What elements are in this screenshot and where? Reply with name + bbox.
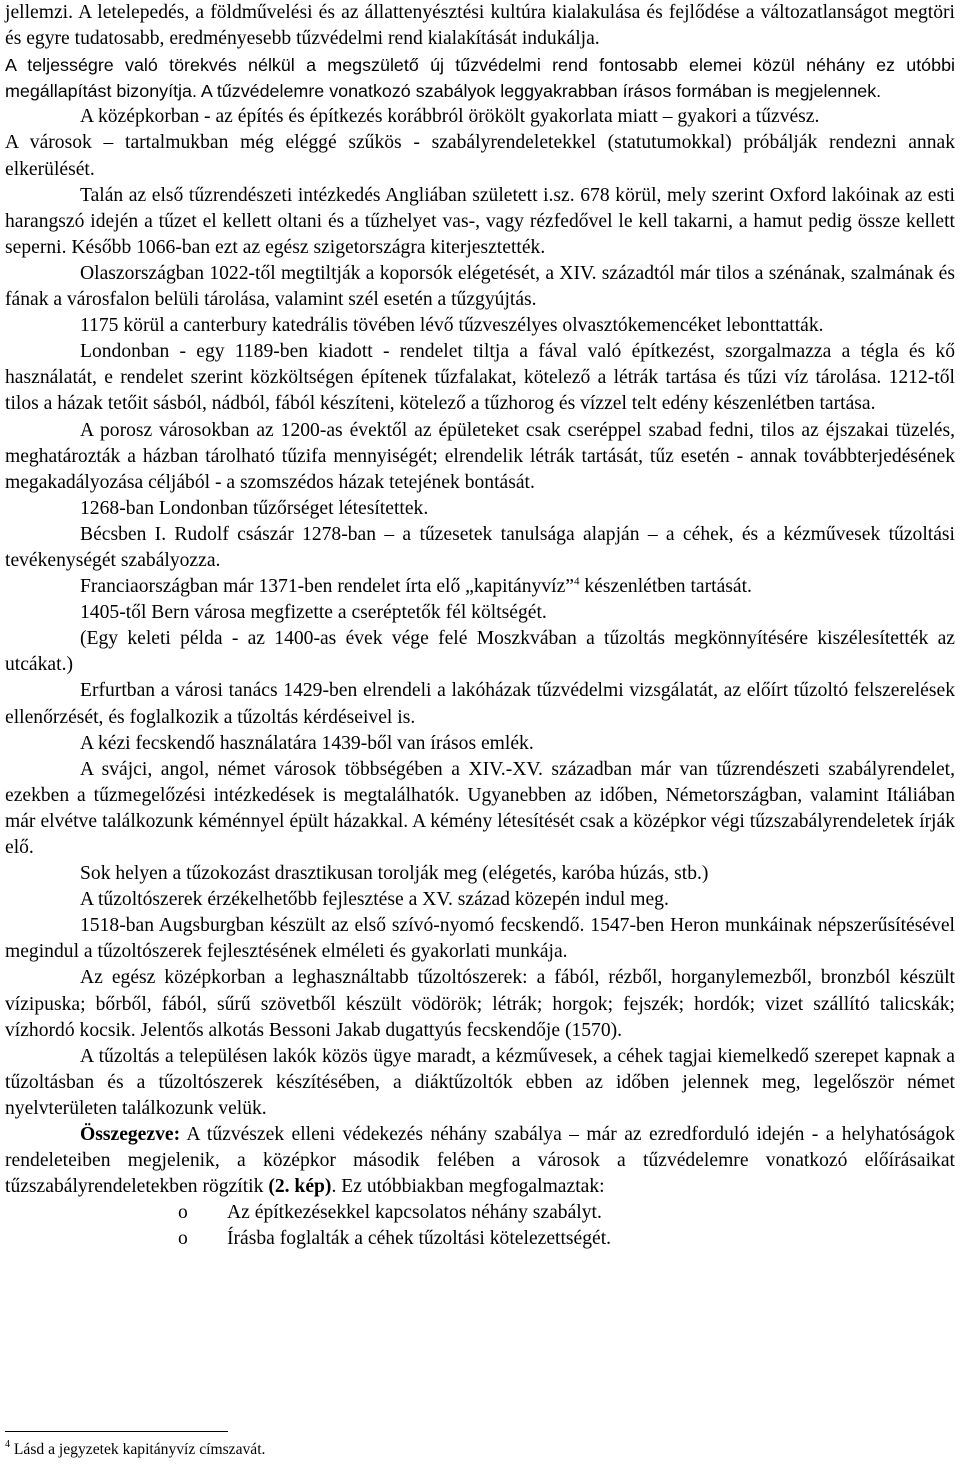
document-page — [5, 0, 955, 1253]
paragraph-augsburg: 1518-ban Augsburgban készült az első szívó-nyomó fecskendő. 1547-ben Heron munkáinak népszerűsítésével megindul a tűzoltószerek fejlesztésének elméleti és gyakorlati munkája. — [5, 915, 955, 963]
summary-text-tail: . Ez utóbbiakban megfogalmaztak: — [331, 1176, 605, 1198]
paragraph-kozepkori-szerek: Az egész középkorban a leghasználtabb tűzoltószerek: a fából, rézből, horganylemezből, bronzból készült vízipuska; bőrből, fából, sűrű szövetből készült vödörök; létrák; horgok; fejszék; hordók; vizet szállító talicskák; vízhordó kocsik. Jelentős alkotás Bessoni Jakab dugattyús fecskendője (1570). — [5, 967, 955, 1041]
paragraph-porosz: A porosz városokban az 1200-as évektől az épületeket csak cseréppel szabad fedni, tilos az éjszakai tüzelés, meghatározták a házban tárolható tűzifa mennyiségét; elrendelik létrák tartását, tűz esetén - annak továbbterjedésének megakadályozása céljából - a szomszédos házak tetejének bontását. — [5, 419, 955, 493]
paragraph-olaszorszag: Olaszországban 1022-től megtiltják a koporsók elégetését, a XIV. századtól már tilos a szénának, szalmának és fának a városfalon belüli tárolása, valamint szél esetén a tűzgyújtás. — [5, 262, 955, 311]
paragraph-london: Londonban - egy 1189-ben kiadott - rendelet tiltja a fával való építkezést, szorgalmazza a tégla és kő használatát, e rendelet szerint közköltségen építenek tűzfalakat, kötelező a létrák tartása és tűzi víz tárolása. 1212-től tilos a házak tetőit sásból, nádból, fából készíteni, kötelező a tűzhorog és vízzel telt edény készenlétben tartása. — [5, 341, 955, 415]
bullet-icon: o — [178, 1202, 188, 1224]
footnote-text: Lásd a jegyzetek kapitányvíz címszavát. — [10, 1441, 266, 1458]
paragraph-london-tuzorseg: 1268-ban Londonban tűzőrséget létesítettek. — [80, 497, 429, 519]
paragraph-tuzokozas: Sok helyen a tűzokozást drasztikusan torolják meg (elégetés, karóba húzás, stb.) — [80, 863, 709, 885]
paragraph-tuzoltoszerek: A tűzoltószerek érzékelhetőbb fejlesztése a XV. század közepén indul meg. — [80, 889, 669, 911]
summary-text: A tűzvészek elleni védekezés néhány szabálya – már az ezredforduló idején - a helyhatóságok rendeleteiben megjelenik, a középkor második felében a városok a tűzvédelemre vonatkozó előírásaikat tűzszabályrendeletekben rögzítik — [5, 1124, 955, 1198]
paragraph-erfurt: Erfurtban a városi tanács 1429-ben elrendeli a lakóházak tűzvédelmi vizsgálatát, az előírt tűzoltó felszerelések ellenőrzését, és foglalkozik a tűzoltás kérdéseivel is. — [5, 680, 955, 728]
paragraph-varosok: A városok – tartalmukban még eléggé szűkös - szabályrendeletekkel (statutumokkal) próbálják rendezni annak elkerülését. — [5, 132, 955, 180]
list-item — [5, 1200, 955, 1226]
footnote — [5, 1440, 265, 1460]
summary-list — [5, 1200, 955, 1252]
paragraph-svajci: A svájci, angol, német városok többségében a XIV.-XV. században már van tűzrendészeti szabályrendelet, ezekben a tűzmegelőzési intézkedések is megtalálhatók. Ugyanebben az időben, Németországban, valamint Itáliában már elvétve találkozunk kéménnyel épült házakkal. A kémény létesítését csak a középkor végi tűzszabályrendeletek írják elő. — [5, 758, 955, 858]
paragraph-kozos-ugy: A tűzoltás a településen lakók közös ügye maradt, a kézművesek, a céhek tagjai kiemelkedő szerepet kapnak a tűzoltásban és a tűzoltószerek készítésében, a diáktűzoltók ebben az időben jelennek meg, legelőször német nyelvterületen találkozunk velük. — [5, 1045, 955, 1119]
footnote-marker: 4 — [5, 1439, 10, 1450]
bullet-icon: o — [178, 1228, 188, 1250]
paragraph-osszegezve — [5, 1122, 955, 1200]
paragraph-becs: Bécsben I. Rudolf császár 1278-ban – a tűzesetek tanulsága alapján – a céhek, és a kézművesek tűzoltási tevékenységét szabályozza. — [5, 523, 955, 571]
paragraph-moszkva: (Egy keleti példa - az 1400-as évek vége felé Moszkvában a tűzoltás megkönnyítésére kiszélesítették az utcákat.) — [5, 628, 955, 676]
summary-label: Összegezve: — [80, 1124, 181, 1146]
paragraph-anglia: Talán az első tűzrendészeti intézkedés Angliában született i.sz. 678 körül, mely szerint Oxford lakóinak az esti harangszó idején a tűzet el kellett oltani és a tűzhelyet vas-, vagy rézfedővel le kell takarni, a hamut pedig össze kellett seperni. Később 1066-ban ezt az egész szigetországra kiterjesztették. — [5, 184, 955, 258]
paragraph-intro: jellemzi. A letelepedés, a földművelési és az állattenyésztési kultúra kialakulása és fejlődése a változatlanságot megtöri és egyre tudatosabb, eredményesebb tűzvédelmi rend kialakítását indukálja. — [5, 2, 955, 50]
paragraph-franciaorszag-tail: készenlétben tartását. — [579, 576, 752, 598]
paragraph-teljessegre: A teljességre való törekvés nélkül a megszülető új tűzvédelmi rend fontosabb elemei közül néhány ez utóbbi megállapítást bizonyítja. A tűzvédelemre vonatkozó szabályok leggyakrabban írásos formában is megjelennek. — [5, 55, 955, 102]
list-item-text: Az építkezésekkel kapcsolatos néhány szabályt. — [227, 1202, 602, 1224]
paragraph-franciaorszag-text: Franciaországban már 1371-ben rendelet írta elő „kapitányvíz” — [80, 576, 574, 598]
paragraph-kozepkorban: A középkorban - az építés és építkezés korábbról örökölt gyakorlata miatt – gyakori a tűzvész. — [80, 106, 820, 128]
paragraph-franciaorszag — [5, 574, 955, 600]
list-item — [5, 1226, 955, 1252]
summary-image-ref: (2. kép) — [268, 1176, 332, 1198]
footnote-ref-4[interactable]: 4 — [573, 575, 580, 588]
paragraph-canterbury: 1175 körül a canterbury katedrális tövében lévő tűzveszélyes olvasztókemencéket lebonttatták. — [80, 315, 824, 337]
footnote-divider — [5, 1431, 228, 1432]
list-item-text: Írásba foglalták a céhek tűzoltási kötelezettségét. — [227, 1228, 612, 1250]
paragraph-kezi-fecskendo: A kézi fecskendő használatára 1439-ből van írásos emlék. — [80, 732, 534, 754]
paragraph-bern: 1405-től Bern városa megfizette a cseréptetők fél költségét. — [80, 602, 547, 624]
